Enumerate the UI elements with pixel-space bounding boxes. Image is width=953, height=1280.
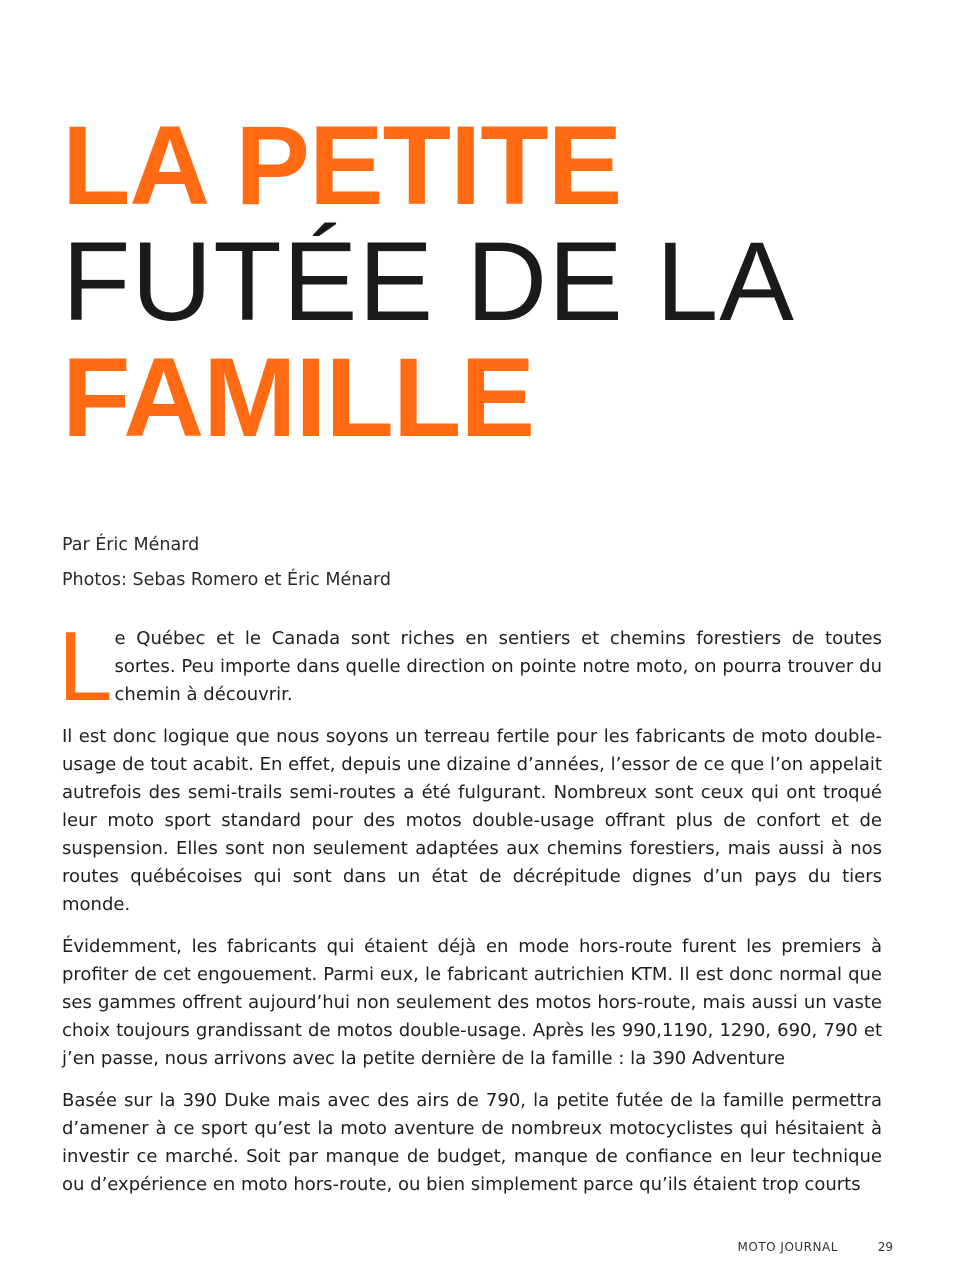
author-credit: Par Éric Ménard	[62, 535, 200, 555]
paragraph-2: Il est donc logique que nous soyons un terreau fertile pour les fabricants de moto double-usage de tout acabit. En effet, depuis une dizaine d’années, l’essor de ce que l’on appelait autrefois des semi-trails semi-routes a été fulgurant. Nombreux sont ceux qui ont troqué leur moto sport standard pour des motos double-usage offrant plus de confort et de suspension. Elles sont non seulement adaptées aux chemins forestiers, mais aussi à nos routes québécoises qui sont dans un état de décrépitude dignes d’un pays du tiers monde.	[62, 726, 882, 915]
publication-name: MOTO JOURNAL	[737, 1240, 838, 1254]
title-line-3: FAMILLE	[62, 335, 535, 460]
page-footer	[738, 1240, 893, 1254]
article-body	[58, 611, 882, 1213]
paragraph-4: Basée sur la 390 Duke mais avec des airs de 790, la petite futée de la famille permettra d’amener à ce sport qu’est la moto aventure de nombreux motocyclistes qui hésitaient à investir ce marché. Soit par manque de budget, manque de confiance en leur technique ou d’expérience en moto hors-route, ou bien simplement parce qu’ils étaient trop courts	[62, 1090, 882, 1195]
title-line-2: FUTÉE DE LA	[62, 219, 795, 344]
paragraph-1	[58, 611, 882, 721]
article-title	[62, 103, 795, 460]
paragraph-1-text: e Québec et le Canada sont riches en sentiers et chemins forestiers de toutes sortes. Peu importe dans quelle direction on pointe notre moto, on pourra trouver du chemin à découvrir.	[114, 628, 882, 705]
page-number: 29	[877, 1240, 893, 1254]
byline	[62, 528, 391, 598]
drop-cap: L	[58, 611, 113, 721]
photo-credit: Photos: Sebas Romero et Éric Ménard	[62, 570, 392, 590]
paragraph-3: Évidemment, les fabricants qui étaient déjà en mode hors-route furent les premiers à profiter de cet engouement. Parmi eux, le fabricant autrichien KTM. Il est donc normal que ses gammes offrent aujourd’hui non seulement des motos hors-route, mais aussi un vaste choix toujours grandissant de motos double-usage. Après les 990,1190, 1290, 690, 790 et j’en passe, nous arrivons avec la petite dernière de la famille : la 390 Adventure	[62, 936, 882, 1069]
title-line-1: LA PETITE	[62, 103, 622, 228]
